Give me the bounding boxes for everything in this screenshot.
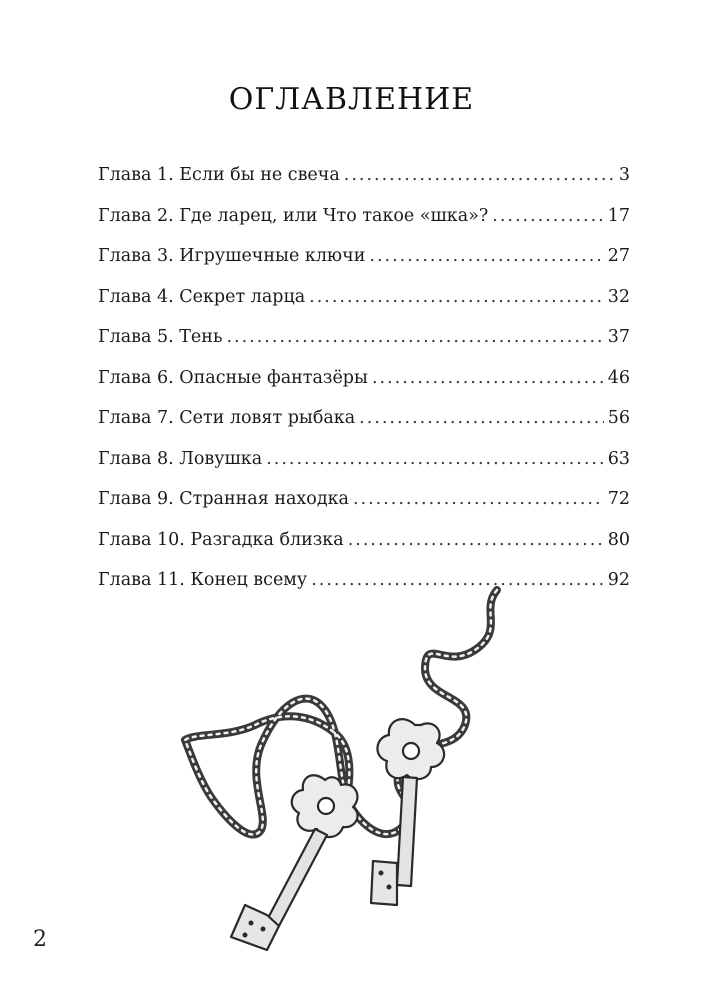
toc-entry-title: Глава 6. Опасные фантазёры xyxy=(98,367,368,388)
dot-leader xyxy=(492,196,603,237)
dot-leader xyxy=(359,398,604,439)
toc-entry[interactable] xyxy=(98,317,630,358)
toc-entry[interactable] xyxy=(98,196,630,237)
toc-entry-page: 27 xyxy=(607,246,630,266)
toc-entry[interactable] xyxy=(98,520,630,561)
toc-entry-title: Глава 5. Тень xyxy=(98,327,223,347)
dot-leader xyxy=(353,479,604,520)
toc-entry-page: 46 xyxy=(607,367,630,388)
left-key-icon xyxy=(231,775,358,950)
toc-entry-page: 63 xyxy=(607,448,630,469)
toc-entry-title: Глава 9. Странная находка xyxy=(98,489,349,509)
toc-entry-title: Глава 1. Если бы не свеча xyxy=(98,165,340,185)
toc-entry-page: 72 xyxy=(607,489,630,509)
toc-entry-title: Глава 4. Секрет ларца xyxy=(98,286,306,307)
page-number: 2 xyxy=(33,927,47,952)
dot-leader xyxy=(344,155,615,196)
right-key-icon xyxy=(371,719,444,905)
toc-entry-title: Глава 3. Игрушечные ключи xyxy=(98,246,366,266)
toc-entry-title: Глава 7. Сети ловят рыбака xyxy=(98,408,356,428)
toc-entry-page: 37 xyxy=(607,327,630,347)
toc-entry-title: Глава 2. Где ларец, или Что такое «шка»? xyxy=(98,205,489,226)
toc-entry-title: Глава 10. Разгадка близка xyxy=(98,529,344,550)
table-of-contents xyxy=(98,155,630,601)
dot-leader xyxy=(226,317,603,358)
dot-leader xyxy=(348,520,604,561)
toc-entry[interactable] xyxy=(98,439,630,480)
toc-entry-title: Глава 8. Ловушка xyxy=(98,448,263,469)
toc-entry-title: Глава 11. Конец всему xyxy=(98,570,308,590)
keys-on-rope-icon xyxy=(175,585,520,955)
toc-entry-page: 80 xyxy=(607,529,630,550)
toc-entry-page: 17 xyxy=(607,205,630,226)
toc-entry[interactable] xyxy=(98,277,630,318)
toc-entry-page: 56 xyxy=(607,408,630,428)
toc-entry-page: 92 xyxy=(607,570,630,590)
toc-entry[interactable] xyxy=(98,155,630,196)
page-title: ОГЛАВЛЕНИЕ xyxy=(228,82,475,117)
toc-entry[interactable] xyxy=(98,479,630,520)
dot-leader xyxy=(266,439,604,480)
dot-leader xyxy=(309,277,604,318)
dot-leader xyxy=(369,236,603,277)
dot-leader xyxy=(372,358,604,399)
toc-entry[interactable] xyxy=(98,236,630,277)
toc-entry-page: 3 xyxy=(618,165,630,185)
toc-entry[interactable] xyxy=(98,398,630,439)
toc-entry[interactable] xyxy=(98,358,630,399)
toc-entry-page: 32 xyxy=(607,286,630,307)
